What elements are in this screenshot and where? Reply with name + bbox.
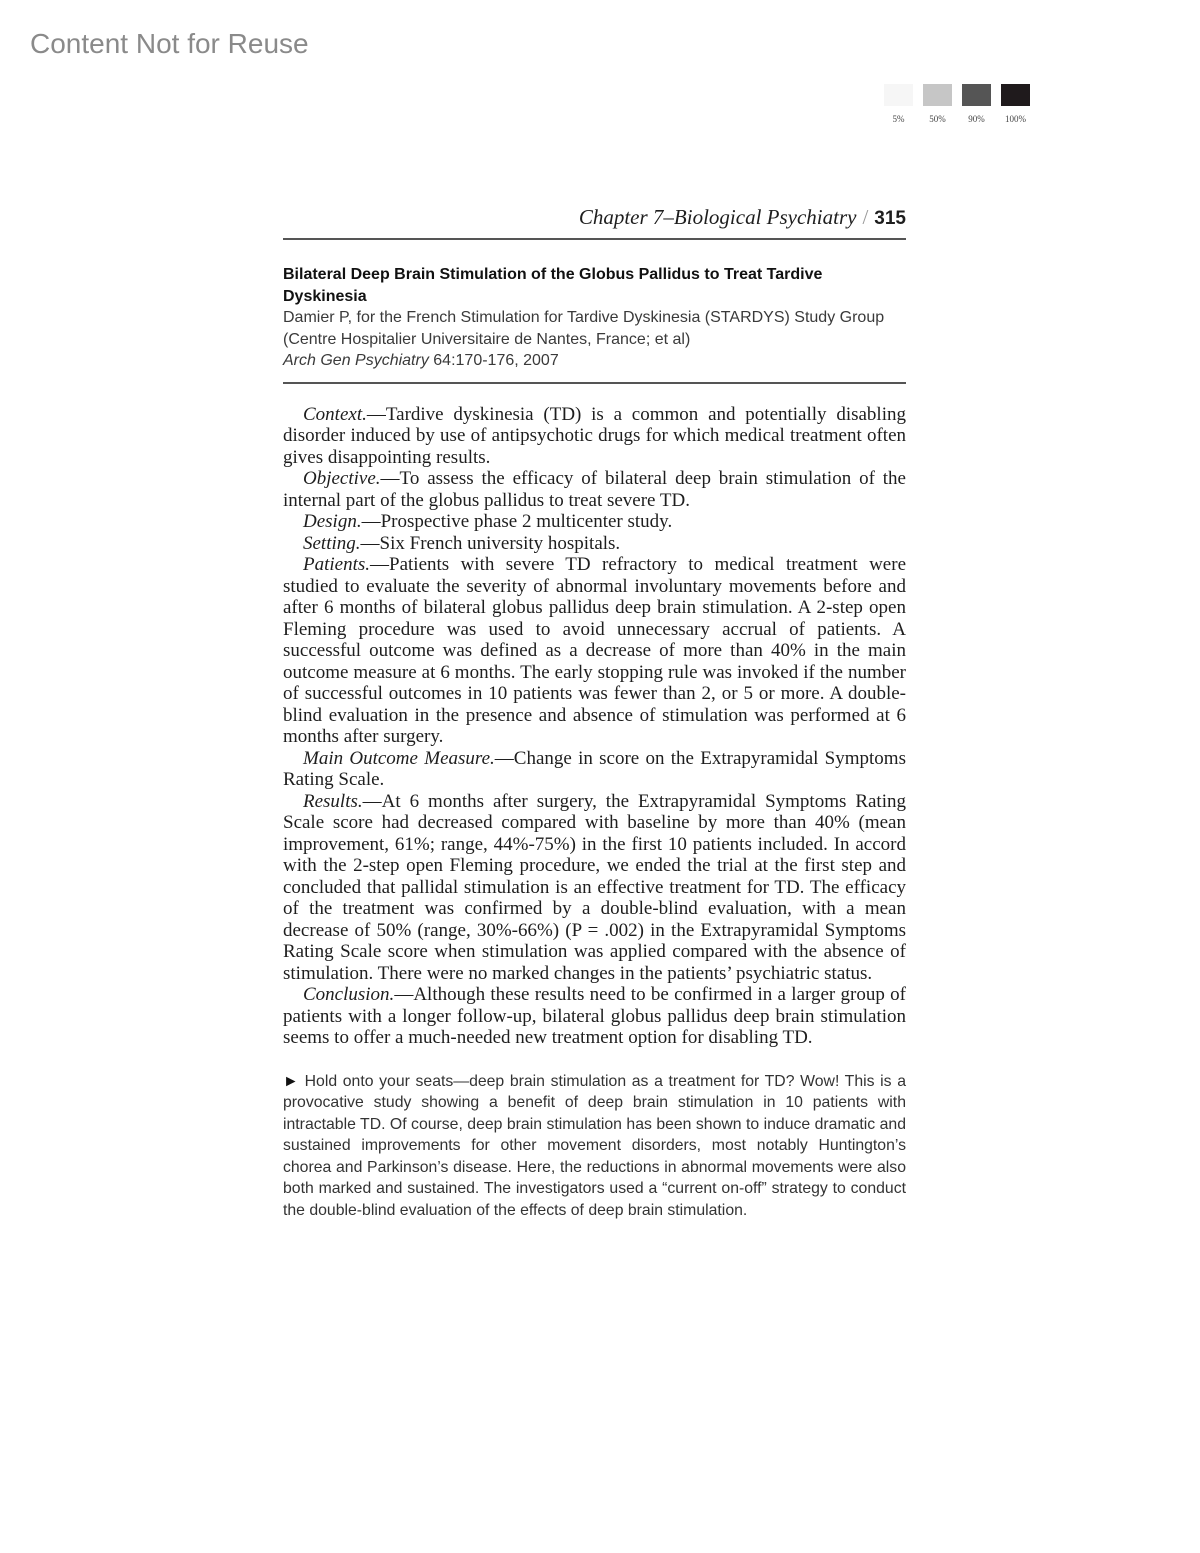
editor-commentary: [283, 1071, 906, 1222]
swatch-box: [1001, 84, 1030, 106]
print-color-swatches: [884, 84, 1036, 124]
swatch-label: 100%: [1005, 114, 1026, 124]
section-text: —Six French university hospitals.: [360, 532, 621, 554]
swatch-box: [923, 84, 952, 106]
watermark: Content Not for Reuse: [30, 28, 309, 59]
swatch-90: [962, 84, 991, 124]
chapter-title: Chapter 7–Biological Psychiatry: [578, 205, 857, 229]
section-text: —Change in score on the Extrapyramidal Symptoms Rating Scale.: [283, 747, 906, 790]
abstract-context: [283, 404, 906, 469]
commentary-text: Hold onto your seats—deep brain stimulation as a treatment for TD? Wow! This is a provocative study showing a benefit of deep brain stimulation in 10 patients with intractable TD. Of course, deep brain stimulation has been shown to induce dramatic and sustained improvements for other movement disorders, most notably Huntington’s chorea and Parkinson’s disease. Here, the reductions in abnormal movements were also both marked and sustained. The investigators used a “current on-off” strategy to conduct the double-blind evaluation of the effects of deep brain stimulation.: [283, 1072, 906, 1219]
swatch-label: 90%: [968, 114, 985, 124]
section-label: Main Outcome Measure.: [303, 747, 495, 769]
section-text: —Tardive dyskinesia (TD) is a common and potentially disabling disorder induced by use of antipsychotic drugs for which medical treatment often gives disappointing results.: [283, 403, 906, 468]
section-text: —To assess the efficacy of bilateral deep brain stimulation of the internal part of the globus pallidus to treat severe TD.: [283, 468, 906, 511]
abstract-objective: [283, 468, 906, 511]
section-label: Setting.: [303, 532, 361, 554]
abstract-setting: [283, 533, 906, 555]
abstract-results: [283, 791, 906, 985]
section-label: Patients.: [303, 554, 371, 575]
section-label: Objective.: [303, 468, 381, 489]
swatch-box: [884, 84, 913, 106]
abstract: [283, 404, 906, 1049]
swatch-5: [884, 84, 913, 124]
swatch-label: 50%: [929, 114, 946, 124]
section-label: Conclusion.: [303, 984, 395, 1005]
section-text: —At 6 months after surgery, the Extrapyramidal Symptoms Rating Scale score had decreased compared with baseline by more than 40% (mean improvement, 61%; range, 44%-75%) in the first 10 patients included. In accord with the 2-step open Fleming procedure, we ended the trial at the first step and concluded that pallidal stimulation is an effective treatment for TD. The efficacy of the treatment was confirmed by a double-blind evaluation, with a mean decrease of 50% (range, 30%-66%) (P = .002) in the Extrapyramidal Symptoms Rating Scale score when stimulation was applied compared with the absence of stimulation. There were no marked changes in the patients’ psychiatric status.: [283, 790, 906, 984]
triangle-arrow-icon: ►: [283, 1072, 299, 1090]
journal-name: Arch Gen Psychiatry: [283, 352, 429, 369]
article-title: Bilateral Deep Brain Stimulation of the Globus Pallidus to Treat Tardive Dyskinesia: [283, 266, 823, 305]
page-number: 315: [874, 208, 906, 229]
abstract-design: [283, 511, 906, 533]
abstract-conclusion: [283, 984, 906, 1049]
section-label: Context.: [303, 403, 367, 425]
abstract-main-outcome: [283, 748, 906, 791]
running-head: [283, 202, 906, 240]
section-text: —Patients with severe TD refractory to medical treatment were studied to evaluate the severity of abnormal involuntary movements before and after 6 months of bilateral globus pallidus deep brain stimulation. A 2-step open Fleming procedure was used to avoid unnecessary accrual of patients. A successful outcome was defined as a decrease of more than 40% in the main outcome measure at 6 months. The early stopping rule was invoked if the number of successful outcomes in 10 patients was fewer than 2, or 5 or more. A double-blind evaluation in the presence and absence of stimulation was performed at 6 months after surgery.: [283, 554, 906, 747]
swatch-100: [1001, 84, 1030, 124]
article-authors: Damier P, for the French Stimulation for Tardive Dyskinesia (STARDYS) Study Group (Centre Hospitalier Universitaire de Nantes, France; et al): [283, 309, 885, 348]
swatch-50: [923, 84, 952, 124]
section-label: Design.: [303, 511, 362, 532]
abstract-patients: [283, 554, 906, 748]
article-citation: [283, 240, 906, 384]
swatch-box: [962, 84, 991, 106]
book-page: [283, 202, 906, 1221]
section-text: —Although these results need to be confirmed in a larger group of patients with a longer follow-up, bilateral globus pallidus deep brain stimulation seems to offer a much-needed new treatment option for disabling TD.: [283, 984, 906, 1048]
section-label: Results.: [303, 790, 363, 812]
journal-reference: 64:170-176, 2007: [428, 352, 559, 369]
swatch-label: 5%: [892, 114, 905, 124]
head-separator: /: [862, 205, 869, 229]
article-source: [283, 350, 906, 372]
section-text: —Prospective phase 2 multicenter study.: [361, 511, 673, 532]
